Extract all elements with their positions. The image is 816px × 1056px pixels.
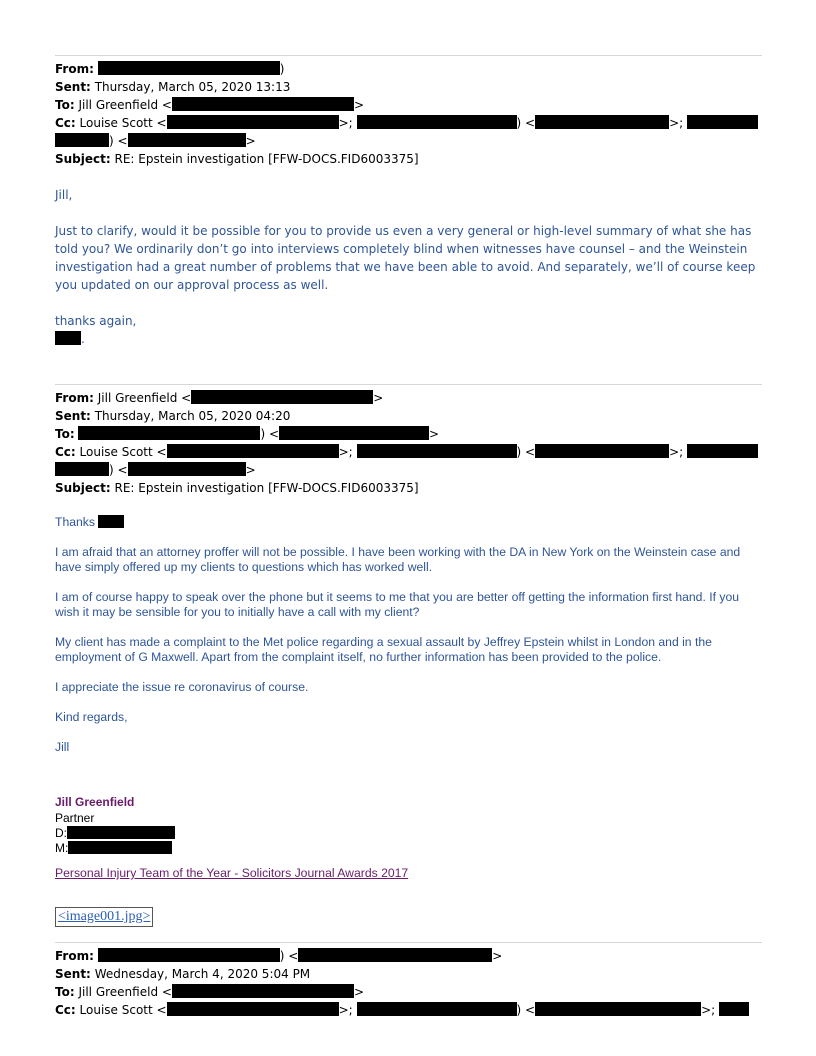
email3-to-line (55, 983, 364, 1001)
redaction-block (357, 444, 517, 458)
punctuation: ) < (516, 116, 536, 130)
from-label: From: (55, 949, 94, 963)
email2-to-line (55, 425, 439, 443)
punctuation: > (353, 98, 364, 112)
email3-cc-line (55, 1001, 749, 1019)
email2-paragraph-3: My client has made a complaint to the Met police regarding a sexual assault by Jeffrey Epstein whilst in London and in the employment of G Maxwell. Apart from the complaint itself, no further information has been provided to the police. (55, 635, 712, 664)
mobile-label: M: (55, 841, 69, 855)
redaction-block (98, 948, 280, 962)
cc-value: Louise Scott < (79, 445, 167, 459)
redaction-block (78, 426, 260, 440)
signature-direct-line (55, 826, 175, 841)
redaction-block (128, 133, 246, 147)
redaction-block (535, 115, 669, 129)
redaction-block (357, 1002, 517, 1016)
to-value: Jill Greenfield < (78, 98, 172, 112)
punctuation: > (353, 985, 364, 999)
cc-label: Cc: (55, 116, 76, 130)
redaction-block (167, 444, 339, 458)
to-value: Jill Greenfield < (78, 985, 172, 999)
redaction-block (191, 390, 373, 404)
punctuation: >; (338, 1003, 353, 1017)
sent-label: Sent: (55, 80, 91, 94)
to-label: To: (55, 985, 75, 999)
redaction-block (298, 948, 492, 962)
email2-cc-continued (55, 461, 256, 479)
from-label: From: (55, 391, 94, 405)
email1-cc-line (55, 114, 758, 132)
redaction-block (719, 1002, 749, 1016)
from-label: From: (55, 62, 94, 76)
email2-thanks (55, 515, 765, 530)
punctuation: >; (701, 1003, 716, 1017)
subject-value: RE: Epstein investigation [FFW-DOCS.FID6003375] (114, 481, 419, 495)
punctuation: > (245, 134, 256, 148)
signature-title: Partner (55, 811, 95, 825)
redaction-block (55, 462, 109, 476)
redaction-block (167, 1002, 339, 1016)
from-value: Jill Greenfield < (97, 391, 192, 405)
punctuation: ) < (516, 445, 536, 459)
punctuation: > (429, 427, 440, 441)
to-label: To: (55, 427, 75, 441)
redaction-block (68, 841, 172, 854)
redaction-block (55, 133, 109, 147)
sent-value: Thursday, March 05, 2020 04:20 (94, 409, 291, 423)
separator-line (55, 384, 762, 385)
punctuation: ) < (516, 1003, 536, 1017)
redaction-block (535, 1002, 701, 1016)
punctuation: > (492, 949, 503, 963)
punctuation: > (373, 391, 384, 405)
separator-line (55, 942, 762, 943)
redaction-block (167, 115, 339, 129)
punctuation: ) < (109, 134, 128, 148)
separator-line (55, 55, 762, 56)
email2-paragraph-4: I appreciate the issue re coronavirus of course. (55, 680, 309, 694)
email1-signature (55, 330, 765, 348)
email2-sent-line (55, 407, 290, 425)
redaction-block (687, 115, 758, 129)
award-link[interactable]: Personal Injury Team of the Year - Solicitors Journal Awards 2017 (55, 866, 409, 880)
email3-sent-line (55, 965, 310, 983)
sent-label: Sent: (55, 409, 91, 423)
punctuation: > (245, 463, 256, 477)
sent-value: Thursday, March 05, 2020 13:13 (94, 80, 291, 94)
punctuation: >; (338, 116, 353, 130)
sent-label: Sent: (55, 967, 91, 981)
email2-paragraph-1: I am afraid that an attorney proffer will not be possible. I have been working with the DA in New York on the Weinstein case and have simply offered up my clients to questions which has worked well. (55, 545, 741, 574)
redaction-block (535, 444, 669, 458)
punctuation: >; (669, 445, 684, 459)
punctuation: >; (338, 445, 353, 459)
cc-label: Cc: (55, 1003, 76, 1017)
punctuation: . (81, 332, 85, 346)
subject-label: Subject: (55, 152, 111, 166)
email2-kind-regards: Kind regards, (55, 710, 128, 724)
cc-label: Cc: (55, 445, 76, 459)
to-label: To: (55, 98, 75, 112)
redaction-block (172, 984, 354, 998)
signature-mobile-line (55, 841, 172, 856)
direct-label: D: (55, 826, 67, 840)
punctuation: ) < (109, 463, 128, 477)
thanks-text: Thanks (55, 515, 95, 529)
redaction-block (687, 444, 758, 458)
redaction-block (279, 426, 429, 440)
email3-from-line (55, 947, 502, 965)
punctuation: ) < (279, 949, 299, 963)
signature-name: Jill Greenfield (55, 795, 135, 809)
email2-paragraph-2: I am of course happy to speak over the phone but it seems to me that you are better off getting the information first hand. If you wish it may be sensible for you to initially have a call with my client? (55, 590, 740, 619)
punctuation: ) (279, 62, 285, 76)
email2-cc-line (55, 443, 758, 461)
sent-value: Wednesday, March 4, 2020 5:04 PM (94, 967, 311, 981)
punctuation: ) < (260, 427, 280, 441)
redaction-block (128, 462, 246, 476)
email1-subject-line (55, 150, 419, 168)
punctuation: >; (669, 116, 684, 130)
email1-cc-continued (55, 132, 256, 150)
email1-closing: thanks again, (55, 314, 137, 328)
cc-value: Louise Scott < (79, 1003, 167, 1017)
email2-sign-off: Jill (55, 740, 70, 754)
redaction-block (98, 61, 280, 75)
redaction-block (98, 515, 124, 528)
cc-value: Louise Scott < (79, 116, 167, 130)
email1-paragraph: Just to clarify, would it be possible for you to provide us even a very general or high-level summary of what she has told you? We ordinarily don’t go into interviews completely blind when witnesses have counsel – and the Weinstein investigation had a great number of problems that we have been able to avoid. And separately, we’ll of course keep you updated on our approval process as well. (55, 224, 756, 292)
email1-sent-line (55, 78, 290, 96)
subject-value: RE: Epstein investigation [FFW-DOCS.FID6003375] (114, 152, 419, 166)
image-attachment-link[interactable]: <image001.jpg> (55, 907, 153, 927)
email2-from-line (55, 389, 383, 407)
redaction-block (357, 115, 517, 129)
email2-subject-line (55, 479, 419, 497)
subject-label: Subject: (55, 481, 111, 495)
email1-greeting: Jill, (55, 188, 73, 202)
email1-to-line (55, 96, 364, 114)
redaction-block (55, 331, 81, 345)
email1-from-line (55, 60, 284, 78)
redaction-block (172, 97, 354, 111)
redaction-block (67, 826, 175, 839)
